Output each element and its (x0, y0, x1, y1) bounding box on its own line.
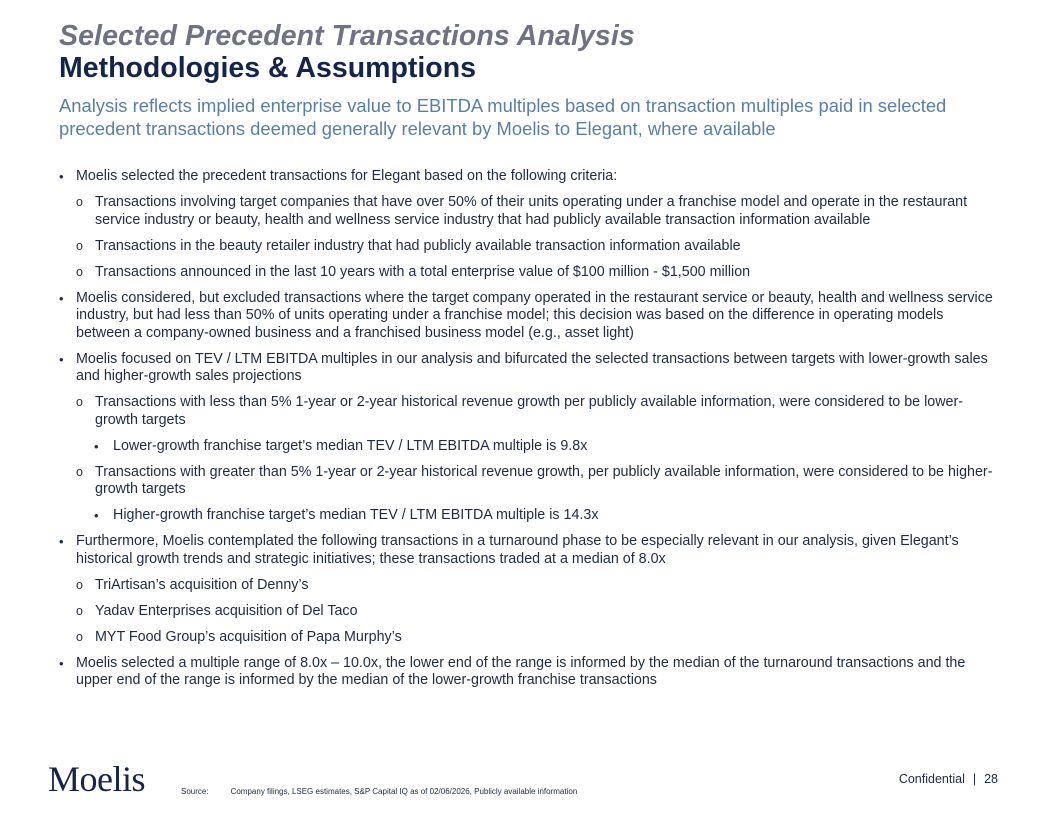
bullet-marker: o (76, 238, 83, 253)
source-text: Company filings, LSEG estimates, S&P Capital IQ as of 02/06/2026, Publicly available information (230, 787, 578, 796)
bullet-marker: o (76, 264, 83, 279)
bullet-item-level2 (59, 238, 999, 256)
bullet-marker: • (59, 290, 64, 306)
bullet-marker: • (94, 438, 99, 454)
bullet-text: MYT Food Group’s acquisition of Papa Murphy’s (95, 628, 402, 645)
bullet-text: Transactions announced in the last 10 years with a total enterprise value of $100 million - $1,500 million (95, 263, 751, 280)
page-title: Methodologies & Assumptions (59, 52, 476, 84)
page-subtitle: Analysis reflects implied enterprise value to EBITDA multiples based on transaction multiples paid in selected precedent transactions deemed generally relevant by Moelis to Elegant, where available (59, 95, 947, 139)
bullet-item-level2 (59, 264, 999, 282)
bullet-marker: o (76, 464, 83, 479)
footer-separator: | (972, 772, 977, 786)
bullet-item-level2 (59, 603, 999, 621)
bullet-text: Transactions involving target companies that have over 50% of their units operating under a franchise model and operate in the restaurant service industry or beauty, health and wellness service industry that had publicly available transaction information available (95, 194, 968, 228)
bullet-item-level2 (59, 629, 999, 647)
moelis-logo: Moelis (48, 759, 146, 799)
bullet-text: TriArtisan’s acquisition of Denny’s (95, 576, 309, 593)
bullet-marker: • (59, 169, 64, 184)
bullet-list (59, 168, 999, 698)
bullet-marker: • (94, 508, 99, 523)
bullet-item-level1 (59, 351, 999, 386)
bullet-text: Transactions with less than 5% 1-year or 2-year historical revenue growth per publicly available information, were considered to be lower-growth targets (95, 394, 964, 428)
bullet-marker: o (76, 629, 83, 644)
source-label: Source: (181, 787, 209, 796)
page-supertitle: Selected Precedent Transactions Analysis (59, 20, 635, 52)
bullet-item-level3 (59, 438, 999, 456)
bullet-item-level2 (59, 394, 999, 429)
bullet-marker: • (59, 351, 64, 367)
bullet-marker: • (59, 655, 64, 671)
bullet-item-level2 (59, 464, 999, 499)
bullet-text: Moelis focused on TEV / LTM EBITDA multiples in our analysis and bifurcated the selected transactions between targets with lower-growth sales and higher-growth sales projections (76, 350, 988, 384)
bullet-text: Yadav Enterprises acquisition of Del Taco (95, 602, 358, 619)
bullet-text: Moelis selected a multiple range of 8.0x – 10.0x, the lower end of the range is informed by the median of the turnaround transactions and the upper end of the range is informed by the median of the lower-growth franchise transactions (76, 654, 966, 688)
bullet-item-level1 (59, 533, 999, 568)
bullet-text: Moelis selected the precedent transactions for Elegant based on the following criteria: (76, 168, 618, 184)
bullet-marker: o (76, 577, 83, 592)
footer-right (899, 772, 998, 786)
bullet-item-level2 (59, 577, 999, 595)
bullet-marker: o (76, 395, 83, 409)
page-number: 28 (984, 772, 998, 786)
bullet-item-level2 (59, 194, 999, 229)
confidential-label: Confidential (898, 772, 965, 786)
source-note (181, 787, 577, 796)
bullet-text: Higher-growth franchise target’s median TEV / LTM EBITDA multiple is 14.3x (113, 507, 599, 523)
bullet-marker: o (76, 195, 83, 209)
bullet-marker: • (59, 534, 64, 549)
bullet-item-level1 (59, 168, 999, 186)
bullet-text: Furthermore, Moelis contemplated the following transactions in a turnaround phase to be especially relevant in our analysis, given Elegant’s historical growth trends and strategic initiatives; these transactions traded at a median of 8.0x (76, 533, 959, 567)
bullet-text: Transactions with greater than 5% 1-year or 2-year historical revenue growth, per publicly available information, were considered to be higher-growth targets (95, 463, 993, 497)
bullet-marker: o (76, 603, 83, 618)
bullet-text: Transactions in the beauty retailer industry that had publicly available transaction information available (95, 237, 741, 254)
bullet-item-level1 (59, 290, 999, 343)
bullet-item-level3 (59, 507, 999, 525)
bullet-item-level1 (59, 655, 999, 690)
bullet-text: Lower-growth franchise target’s median TEV / LTM EBITDA multiple is 9.8x (113, 437, 588, 454)
bullet-text: Moelis considered, but excluded transactions where the target company operated in the restaurant service or beauty, health and wellness service industry, but had less than 50% of units operating under a franchise model; this decision was based on the difference in operating models between a company-owned business and a franchised business model (e.g., asset light) (76, 289, 993, 341)
